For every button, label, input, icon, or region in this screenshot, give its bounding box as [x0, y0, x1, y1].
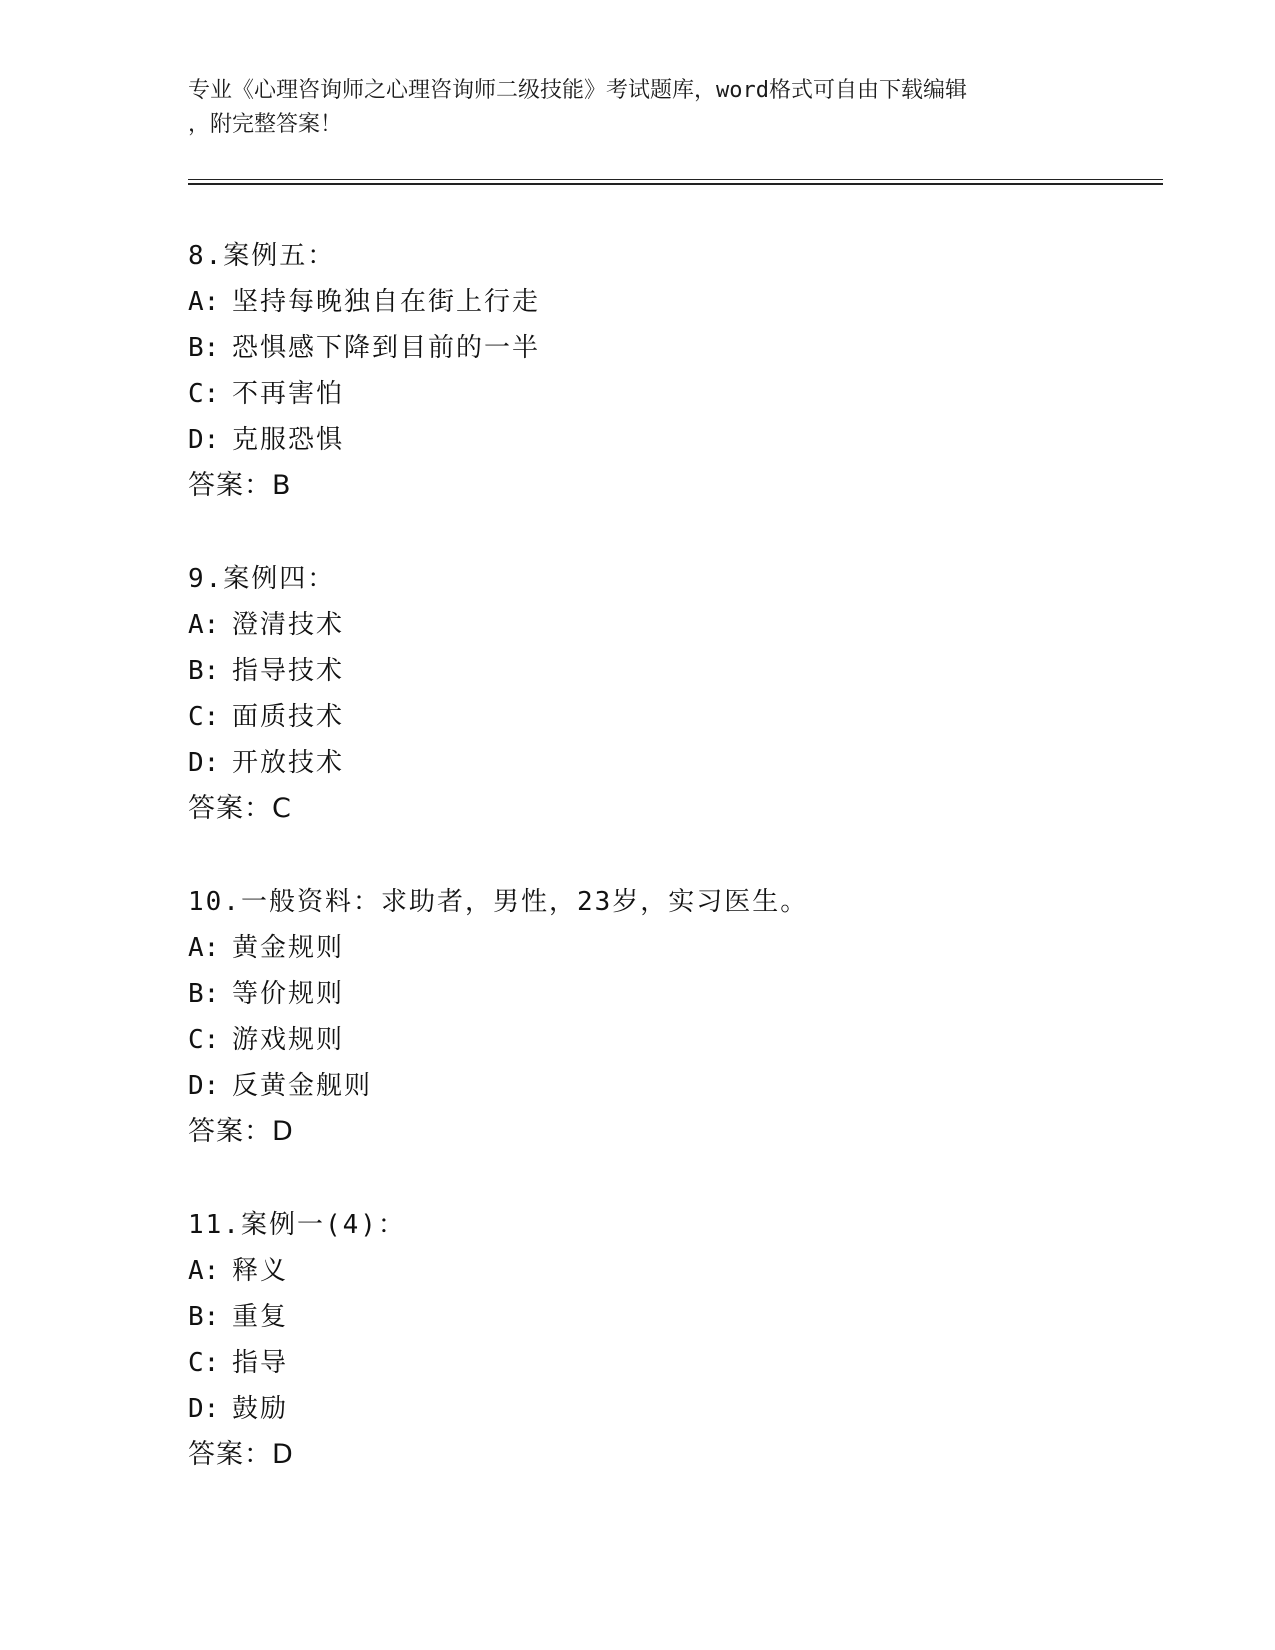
answer-line: 答案：D: [188, 1116, 294, 1147]
option-text: 黄金规则: [232, 933, 345, 963]
option-key: D:: [188, 748, 220, 778]
question-title: 9.案例四：: [188, 564, 336, 594]
question-title: 10.一般资料：求助者，男性，23岁，实习医生。: [188, 887, 809, 917]
option-text: 重复: [232, 1302, 289, 1332]
option-c: [188, 694, 1148, 740]
option-key: A:: [188, 610, 220, 640]
option-text: 克服恐惧: [232, 425, 345, 455]
option-text: 鼓励: [232, 1394, 289, 1424]
option-a: [188, 602, 1148, 648]
question-8: [188, 233, 1148, 509]
option-key: A:: [188, 1256, 220, 1286]
document-header: [188, 74, 1088, 142]
option-text: 指导: [232, 1348, 289, 1378]
option-b: [188, 1294, 1148, 1340]
option-key: B:: [188, 333, 220, 363]
option-text: 坚持每晚独自在街上行走: [232, 287, 541, 317]
option-key: B:: [188, 1302, 220, 1332]
option-a: [188, 279, 1148, 325]
question-9: [188, 556, 1148, 832]
option-key: D:: [188, 425, 220, 455]
option-d: [188, 740, 1148, 786]
question-list: [188, 233, 1148, 1525]
question-11: [188, 1202, 1148, 1478]
question-10: [188, 879, 1148, 1155]
option-text: 等价规则: [232, 979, 345, 1009]
option-key: D:: [188, 1394, 220, 1424]
option-c: [188, 1017, 1148, 1063]
header-line-2: ，附完整答案！: [188, 112, 343, 137]
answer-line: 答案：D: [188, 1439, 294, 1470]
option-c: [188, 1340, 1148, 1386]
option-key: B:: [188, 979, 220, 1009]
option-a: [188, 1248, 1148, 1294]
option-text: 游戏规则: [232, 1025, 345, 1055]
question-title: 8.案例五：: [188, 241, 336, 271]
option-text: 指导技术: [232, 656, 345, 686]
option-d: [188, 1063, 1148, 1109]
option-text: 恐惧感下降到目前的一半: [232, 333, 541, 363]
answer-line: 答案：C: [188, 793, 292, 824]
option-text: 澄清技术: [232, 610, 345, 640]
header-divider-thin: [188, 179, 1163, 180]
option-key: A:: [188, 287, 220, 317]
option-b: [188, 325, 1148, 371]
option-b: [188, 648, 1148, 694]
option-key: C:: [188, 1025, 220, 1055]
option-text: 开放技术: [232, 748, 345, 778]
option-key: A:: [188, 933, 220, 963]
option-text: 反黄金舰则: [232, 1071, 373, 1101]
option-d: [188, 1386, 1148, 1432]
option-text: 释义: [232, 1256, 289, 1286]
option-key: B:: [188, 656, 220, 686]
option-c: [188, 371, 1148, 417]
header-line-1: 专业《心理咨询师之心理咨询师二级技能》考试题库，word格式可自由下载编辑: [188, 78, 967, 103]
option-key: C:: [188, 1348, 220, 1378]
option-d: [188, 417, 1148, 463]
option-text: 面质技术: [232, 702, 345, 732]
question-title: 11.案例一(4)：: [188, 1210, 406, 1240]
option-key: C:: [188, 379, 220, 409]
option-text: 不再害怕: [232, 379, 345, 409]
option-key: C:: [188, 702, 220, 732]
option-a: [188, 925, 1148, 971]
option-b: [188, 971, 1148, 1017]
answer-line: 答案：B: [188, 470, 292, 501]
header-divider-thick: [188, 183, 1163, 185]
option-key: D:: [188, 1071, 220, 1101]
